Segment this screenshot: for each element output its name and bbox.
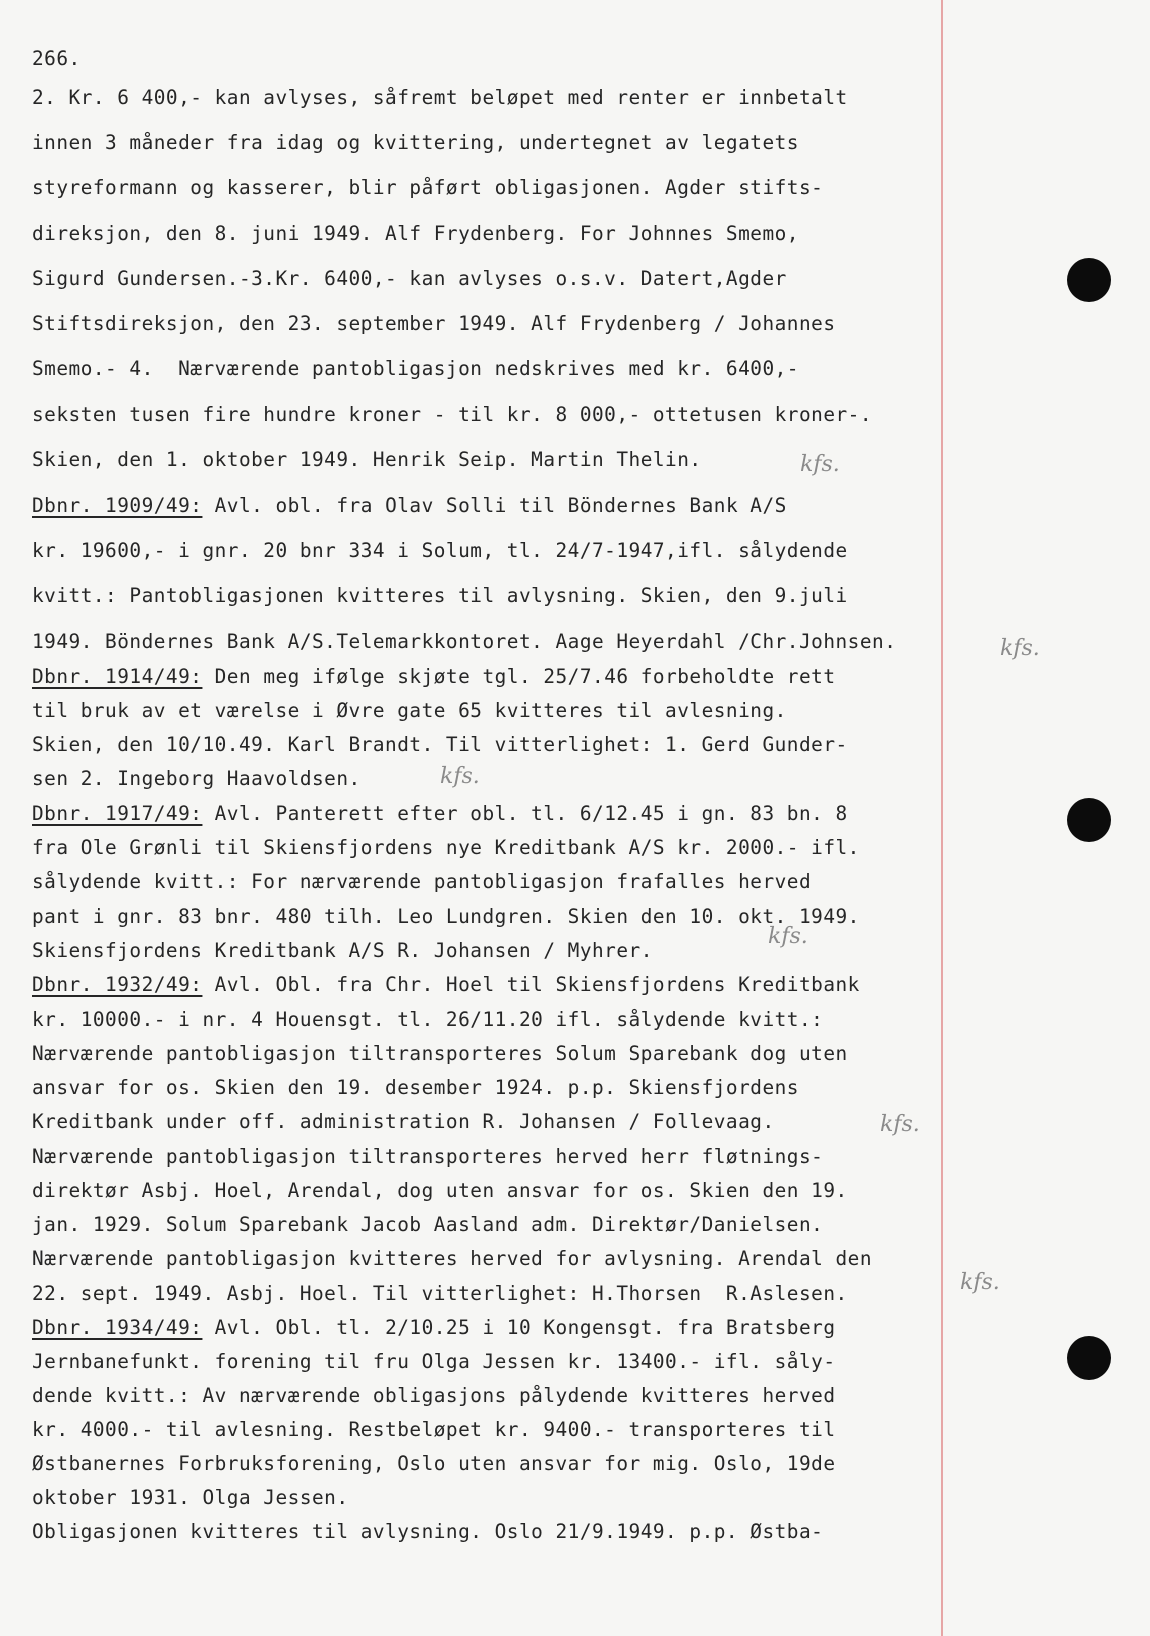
line-text: til bruk av et værelse i Øvre gate 65 kvitteres til avlesning. xyxy=(32,699,787,722)
page-number: 266. xyxy=(32,47,81,70)
entry-reference: Dbnr. 1917/49: xyxy=(32,802,203,825)
text-line xyxy=(32,767,361,790)
line-text: Skien, den 10/10.49. Karl Brandt. Til vitterlighet: 1. Gerd Gunder- xyxy=(32,733,848,756)
text-line xyxy=(32,1110,775,1133)
initials-mark: kfs. xyxy=(960,1270,1000,1295)
text-line xyxy=(32,1008,823,1031)
initials-mark: kfs. xyxy=(880,1112,920,1137)
text-line xyxy=(32,222,799,245)
line-text: Nærværende pantobligasjon tiltransporteres Solum Sparebank dog uten xyxy=(32,1042,848,1065)
line-text: direksjon, den 8. juni 1949. Alf Frydenberg. For Johnnes Smemo, xyxy=(32,222,799,245)
text-line xyxy=(32,1520,823,1543)
text-line xyxy=(32,176,823,199)
text-line xyxy=(32,1282,848,1305)
initials-mark: kfs. xyxy=(1000,636,1040,661)
entry-reference: Dbnr. 1934/49: xyxy=(32,1316,203,1339)
text-line xyxy=(32,836,860,859)
line-text: 1949. Böndernes Bank A/S.Telemarkkontoret. Aage Heyerdahl /Chr.Johnsen. xyxy=(32,630,897,653)
line-text: Avl. Panterett efter obl. tl. 6/12.45 i gn. 83 bn. 8 xyxy=(202,802,848,825)
entry-heading-line xyxy=(32,973,860,996)
line-text: styreformann og kasserer, blir påført obligasjonen. Agder stifts- xyxy=(32,176,824,199)
line-text: Nærværende pantobligasjon tiltransporteres herved herr fløtnings- xyxy=(32,1145,824,1168)
punch-hole xyxy=(1067,258,1111,302)
initials-mark: kfs. xyxy=(768,924,808,949)
line-text: 22. sept. 1949. Asbj. Hoel. Til vitterlighet: H.Thorsen R.Aslesen. xyxy=(32,1282,848,1305)
line-text: sen 2. Ingeborg Haavoldsen. xyxy=(32,767,361,790)
line-text: Avl. Obl. fra Chr. Hoel til Skiensfjordens Kreditbank xyxy=(202,973,860,996)
entry-heading-line xyxy=(32,802,848,825)
text-line xyxy=(32,1247,872,1270)
line-text: Stiftsdireksjon, den 23. september 1949. Alf Frydenberg / Johannes xyxy=(32,312,836,335)
text-line xyxy=(32,939,653,962)
line-text: oktober 1931. Olga Jessen. xyxy=(32,1486,349,1509)
punch-hole xyxy=(1067,1336,1111,1380)
margin-rule xyxy=(941,0,943,1636)
line-text: kr. 19600,- i gnr. 20 bnr 334 i Solum, tl. 24/7-1947,ifl. sålydende xyxy=(32,539,848,562)
initials-mark: kfs. xyxy=(440,764,480,789)
text-line xyxy=(32,870,811,893)
text-line xyxy=(32,1076,799,1099)
text-line xyxy=(32,733,848,756)
text-line xyxy=(32,539,848,562)
line-text: Kreditbank under off. administration R. Johansen / Follevaag. xyxy=(32,1110,775,1133)
line-text: seksten tusen fire hundre kroner - til kr. 8 000,- ottetusen kroner-. xyxy=(32,403,873,426)
entry-heading-line xyxy=(32,1316,836,1339)
text-line xyxy=(32,1042,848,1065)
text-line xyxy=(32,357,799,380)
line-text: Den meg ifølge skjøte tgl. 25/7.46 forbeholdte rett xyxy=(202,665,836,688)
line-text: ansvar for os. Skien den 19. desember 1924. p.p. Skiensfjordens xyxy=(32,1076,799,1099)
text-line xyxy=(32,1179,848,1202)
entry-heading-line xyxy=(32,665,836,688)
entry-reference: Dbnr. 1932/49: xyxy=(32,973,203,996)
line-text: Østbanernes Forbruksforening, Oslo uten ansvar for mig. Oslo, 19de xyxy=(32,1452,836,1475)
text-line xyxy=(32,630,896,653)
line-text: Smemo.- 4. Nærværende pantobligasjon nedskrives med kr. 6400,- xyxy=(32,357,799,380)
text-line xyxy=(32,1384,836,1407)
text-line xyxy=(32,699,787,722)
text-line xyxy=(32,1452,836,1475)
line-text: kr. 4000.- til avlesning. Restbeløpet kr. 9400.- transporteres til xyxy=(32,1418,836,1441)
text-line xyxy=(32,312,836,335)
text-line xyxy=(32,1145,823,1168)
line-text: innen 3 måneder fra idag og kvittering, undertegnet av legatets xyxy=(32,131,799,154)
entry-reference: Dbnr. 1909/49: xyxy=(32,494,203,517)
text-line xyxy=(32,86,848,109)
text-line xyxy=(32,267,787,290)
text-line xyxy=(32,448,702,471)
line-text: jan. 1929. Solum Sparebank Jacob Aasland adm. Direktør/Danielsen. xyxy=(32,1213,824,1236)
text-line xyxy=(32,905,860,928)
entry-reference: Dbnr. 1914/49: xyxy=(32,665,203,688)
initials-mark: kfs. xyxy=(800,452,840,477)
text-line xyxy=(32,1418,836,1441)
line-text: Obligasjonen kvitteres til avlysning. Oslo 21/9.1949. p.p. Østba- xyxy=(32,1520,824,1543)
text-line xyxy=(32,403,872,426)
line-text: kvitt.: Pantobligasjonen kvitteres til avlysning. Skien, den 9.juli xyxy=(32,584,848,607)
text-line xyxy=(32,584,848,607)
line-text: Avl. Obl. tl. 2/10.25 i 10 Kongensgt. fra Bratsberg xyxy=(202,1316,836,1339)
line-text: Avl. obl. fra Olav Solli til Böndernes Bank A/S xyxy=(202,494,787,517)
text-line xyxy=(32,1486,349,1509)
line-text: dende kvitt.: Av nærværende obligasjons pålydende kvitteres herved xyxy=(32,1384,836,1407)
text-line xyxy=(32,1213,823,1236)
text-line xyxy=(32,1350,836,1373)
line-text: 2. Kr. 6 400,- kan avlyses, såfremt beløpet med renter er innbetalt xyxy=(32,86,848,109)
line-text: direktør Asbj. Hoel, Arendal, dog uten ansvar for os. Skien den 19. xyxy=(32,1179,848,1202)
line-text: Jernbanefunkt. forening til fru Olga Jessen kr. 13400.- ifl. såly- xyxy=(32,1350,836,1373)
text-line xyxy=(32,131,799,154)
line-text: Sigurd Gundersen.-3.Kr. 6400,- kan avlyses o.s.v. Datert,Agder xyxy=(32,267,787,290)
line-text: Nærværende pantobligasjon kvitteres herved for avlysning. Arendal den xyxy=(32,1247,873,1270)
line-text: fra Ole Grønli til Skiensfjordens nye Kreditbank A/S kr. 2000.- ifl. xyxy=(32,836,860,859)
entry-heading-line xyxy=(32,494,787,517)
punch-hole xyxy=(1067,798,1111,842)
line-text: kr. 10000.- i nr. 4 Houensgt. tl. 26/11.20 ifl. sålydende kvitt.: xyxy=(32,1008,824,1031)
line-text: Skien, den 1. oktober 1949. Henrik Seip. Martin Thelin. xyxy=(32,448,702,471)
line-text: pant i gnr. 83 bnr. 480 tilh. Leo Lundgren. Skien den 10. okt. 1949. xyxy=(32,905,860,928)
line-text: Skiensfjordens Kreditbank A/S R. Johansen / Myhrer. xyxy=(32,939,653,962)
line-text: sålydende kvitt.: For nærværende pantobligasjon frafalles herved xyxy=(32,870,812,893)
